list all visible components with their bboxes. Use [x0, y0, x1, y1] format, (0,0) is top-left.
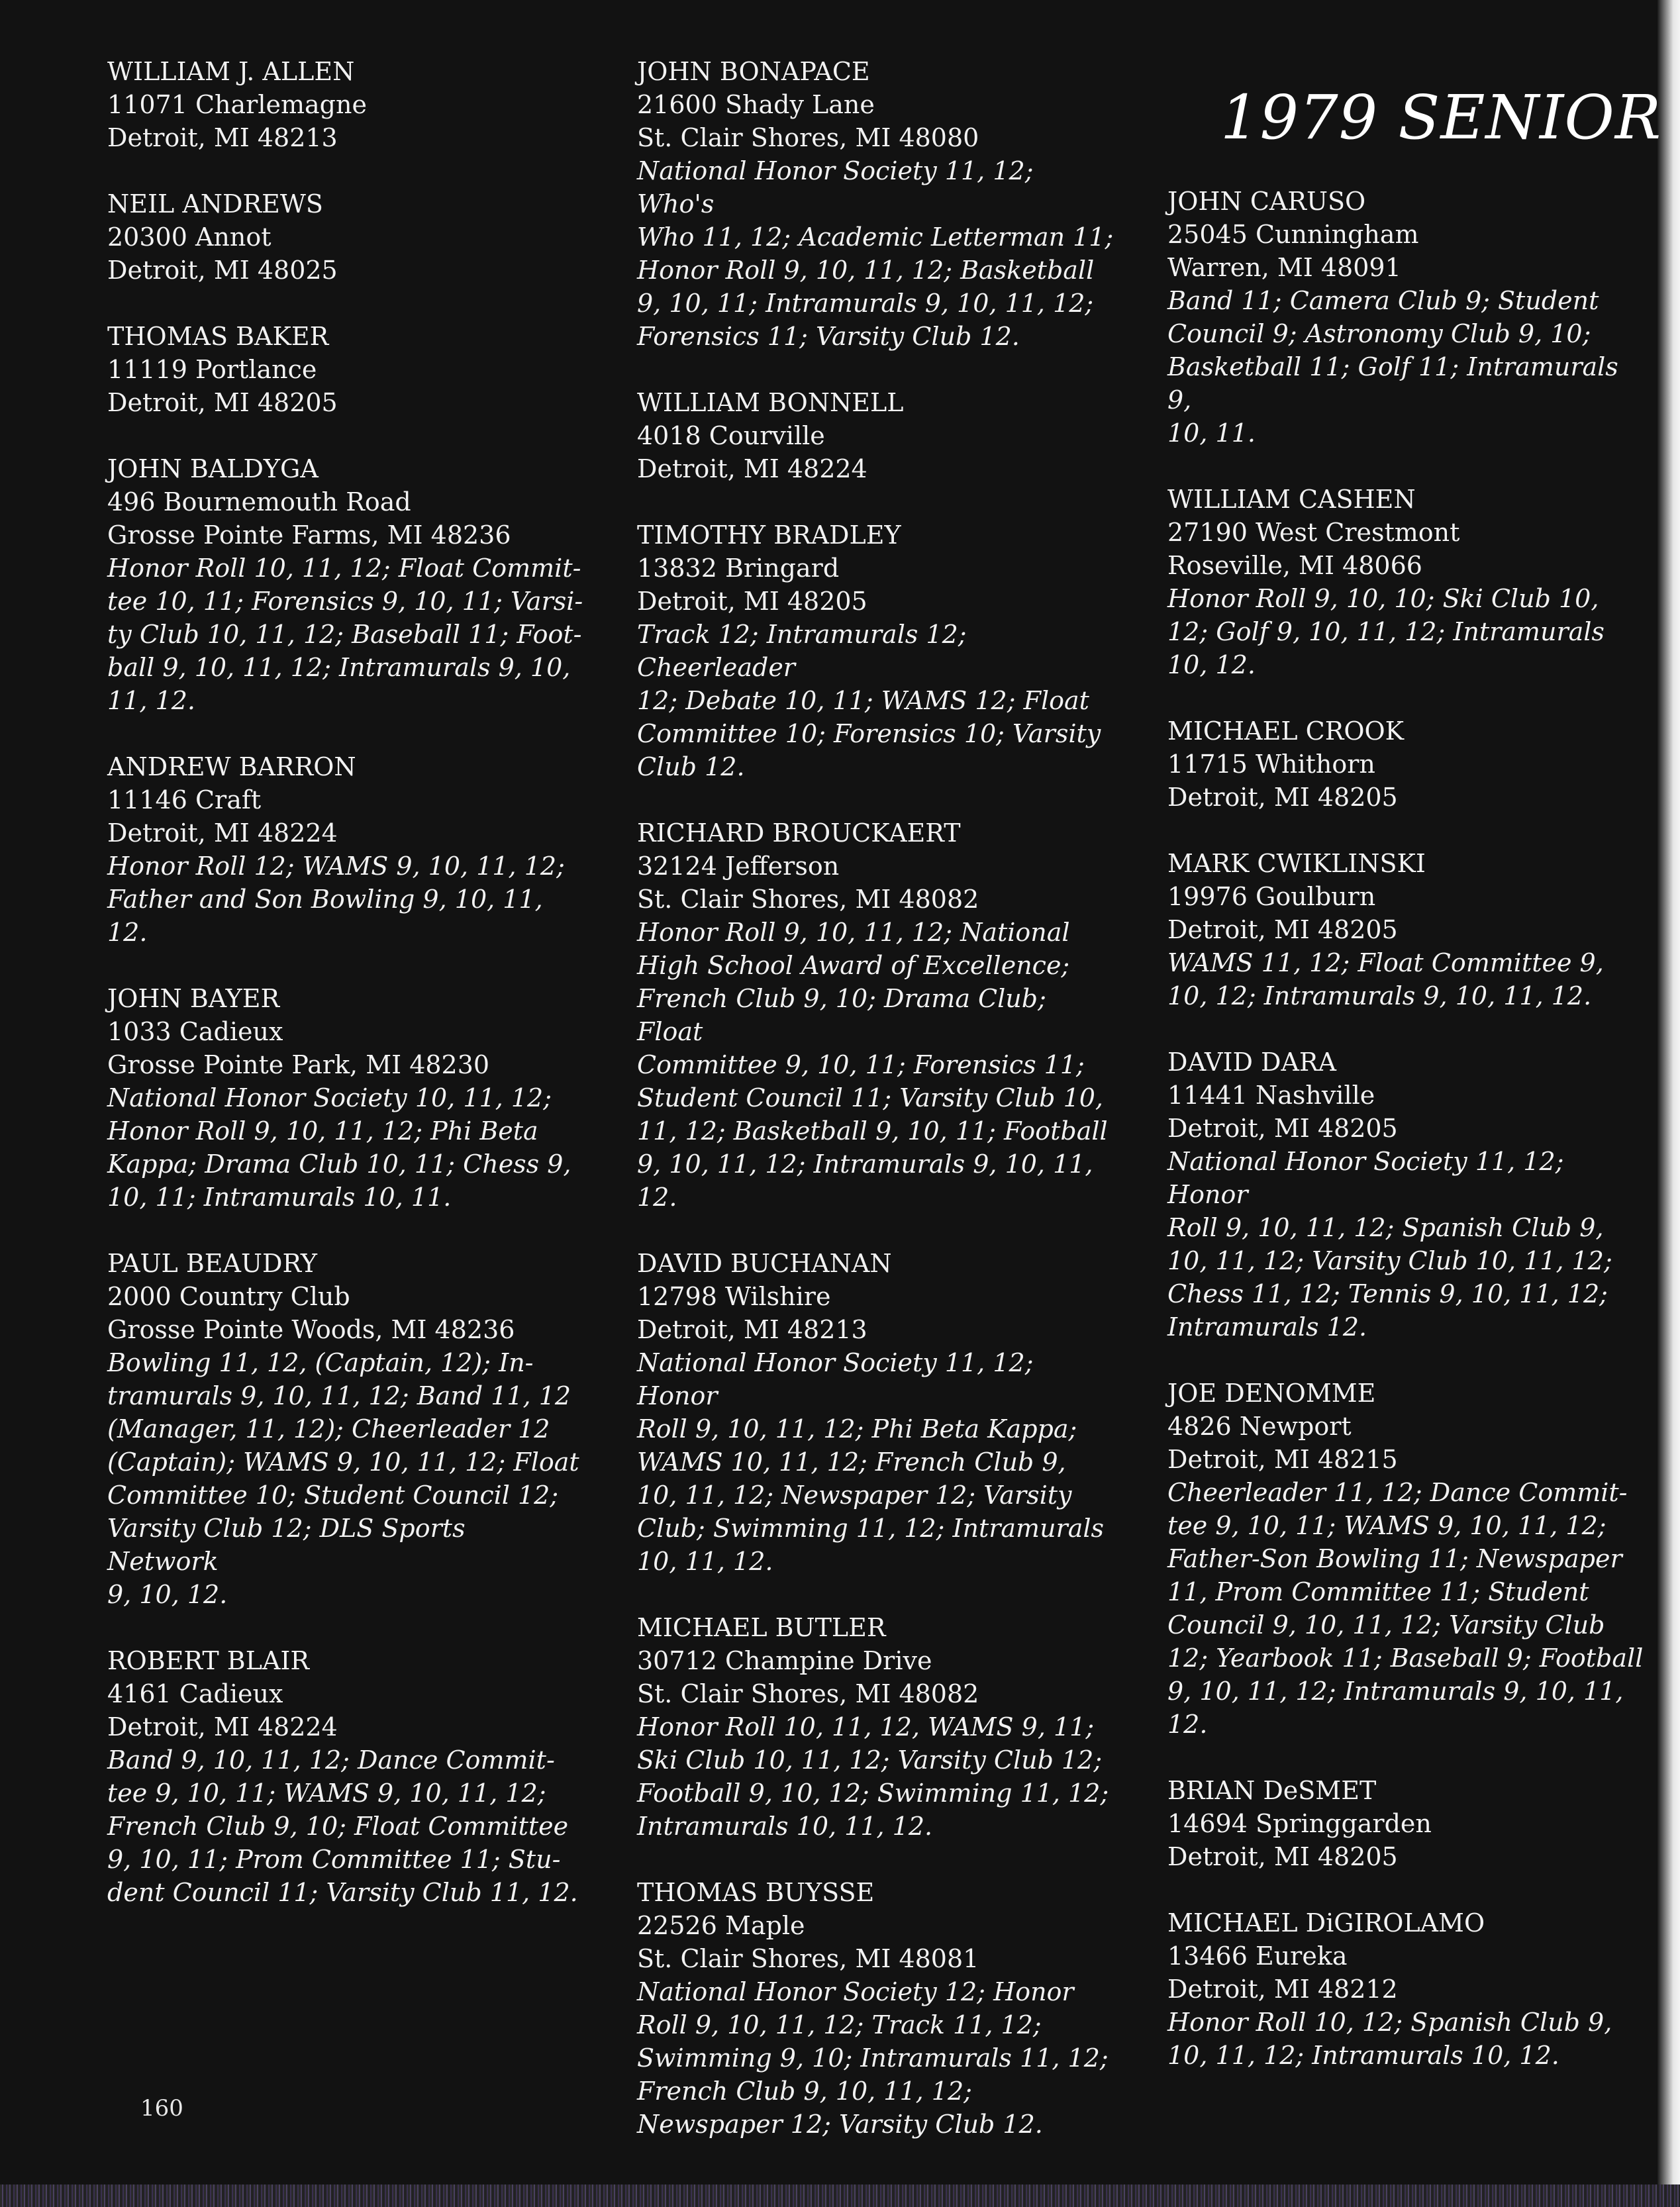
senior-name: MICHAEL BUTLER [637, 1613, 886, 1642]
senior-entry [637, 1611, 1114, 1843]
street-address: 11441 Nashville [1167, 1081, 1375, 1110]
street-address: 11146 Craft [107, 785, 262, 814]
senior-name: PAUL BEAUDRY [107, 1249, 317, 1278]
city-state-zip: Detroit, MI 48205 [1167, 1842, 1398, 1871]
senior-entry [107, 1644, 584, 1909]
senior-entry [637, 1247, 1114, 1578]
street-address: 2000 Country Club [107, 1282, 350, 1311]
street-address: 13466 Eureka [1167, 1941, 1348, 1971]
street-address: 4161 Cadieux [107, 1679, 283, 1708]
city-state-zip: St. Clair Shores, MI 48082 [637, 1679, 979, 1708]
city-state-zip: Detroit, MI 48205 [1167, 1114, 1398, 1143]
directory-column-2 [637, 55, 1114, 2174]
activities-list: National Honor Society 12; Honor Roll 9, 10, 11, 12; Track 11, 12; Swimming 9, 10; Intramurals 11, 12; French Club 9, 10, 11, 12; Newspaper 12; Varsity Club 12. [637, 1977, 1109, 2139]
street-address: 496 Bournemouth Road [107, 487, 411, 516]
activities-list: Honor Roll 10, 11, 12, WAMS 9, 11; Ski Club 10, 11, 12; Varsity Club 12; Football 9, 10, 12; Swimming 11, 12; Intramurals 10, 11, 12. [637, 1712, 1109, 1841]
street-address: 11715 Whithorn [1167, 750, 1375, 779]
activities-list: Track 12; Intramurals 12; Cheerleader 12; Debate 10, 11; WAMS 12; Float Committee 10; Forensics 10; Varsity Club 12. [637, 620, 1101, 781]
activities-list: Bowling 11, 12, (Captain, 12); In- tramurals 9, 10, 11, 12; Band 11, 12 (Manager, 11, 12); Cheerleader 12 (Captain); WAMS 9, 10, 11, 12; Float Committee 10; Student Council 12; Varsity Club 12; DLS Sports Network 9, 10, 12. [107, 1348, 579, 1609]
city-state-zip: Grosse Pointe Woods, MI 48236 [107, 1315, 515, 1344]
senior-entry [107, 320, 584, 419]
street-address: 25045 Cunningham [1167, 220, 1419, 249]
city-state-zip: Detroit, MI 48224 [107, 1712, 338, 1741]
senior-name: DAVID DARA [1167, 1048, 1336, 1077]
street-address: 11071 Charlemagne [107, 90, 367, 119]
street-address: 27190 West Crestmont [1167, 518, 1460, 547]
senior-entry [1167, 1046, 1644, 1344]
directory-column-1 [107, 55, 584, 1942]
street-address: 4826 Newport [1167, 1412, 1352, 1441]
senior-entry [637, 386, 1114, 485]
senior-name: WILLIAM J. ALLEN [107, 57, 355, 86]
street-address: 30712 Champine Drive [637, 1646, 932, 1675]
street-address: 22526 Maple [637, 1911, 805, 1940]
city-state-zip: St. Clair Shores, MI 48082 [637, 885, 979, 914]
city-state-zip: Detroit, MI 48213 [637, 1315, 867, 1344]
activities-list: Honor Roll 9, 10, 11, 12; National High School Award of Excellence; French Club 9, 10; Drama Club; Float Committee 9, 10, 11; Forensics 11; Student Council 11; Varsity Club 10, 11, 12; Basketball 9, 10, 11; Football 9, 10, 11, 12; Intramurals 9, 10, 11, 12. [637, 918, 1108, 1212]
city-state-zip: St. Clair Shores, MI 48081 [637, 1944, 979, 1973]
senior-name: DAVID BUCHANAN [637, 1249, 892, 1278]
senior-entry [107, 750, 584, 949]
senior-name: NEIL ANDREWS [107, 189, 323, 219]
street-address: 1033 Cadieux [107, 1017, 283, 1046]
city-state-zip: Detroit, MI 48224 [107, 818, 338, 848]
senior-entry [1167, 1377, 1644, 1741]
senior-entry [107, 55, 584, 154]
senior-name: MARK CWIKLINSKI [1167, 849, 1426, 878]
activities-list: Honor Roll 12; WAMS 9, 10, 11, 12; Father and Son Bowling 9, 10, 11, 12. [107, 852, 565, 947]
senior-entry [107, 187, 584, 287]
city-state-zip: Warren, MI 48091 [1167, 253, 1401, 282]
senior-entry [1167, 1906, 1644, 2072]
city-state-zip: Detroit, MI 48205 [1167, 915, 1398, 944]
senior-entry [1167, 847, 1644, 1012]
senior-name: ANDREW BARRON [107, 752, 356, 781]
city-state-zip: Detroit, MI 48205 [1167, 783, 1398, 812]
scan-bottom-edge [0, 2184, 1680, 2207]
senior-name: JOHN BONAPACE [637, 57, 870, 86]
street-address: 12798 Wilshire [637, 1282, 831, 1311]
senior-entry [1167, 185, 1644, 450]
senior-entry [637, 816, 1114, 1214]
city-state-zip: Detroit, MI 48215 [1167, 1445, 1398, 1474]
senior-name: ROBERT BLAIR [107, 1646, 310, 1675]
street-address: 14694 Springgarden [1167, 1809, 1432, 1838]
activities-list: Band 9, 10, 11, 12; Dance Commit- tee 9, 10, 11; WAMS 9, 10, 11, 12; French Club 9, 10; Float Committee 9, 10, 11; Prom Committee 11; Stu- dent Council 11; Varsity Club 11, 12. [107, 1745, 578, 1907]
page-number: 160 [140, 2095, 183, 2122]
page-title: 1979 SENIOR [1220, 81, 1662, 153]
senior-entry [107, 1247, 584, 1611]
street-address: 20300 Annot [107, 222, 272, 252]
activities-list: Cheerleader 11, 12; Dance Commit- tee 9, 10, 11; WAMS 9, 10, 11, 12; Father-Son Bowling 11; Newspaper 11, Prom Committee 11; Student Council 9, 10, 11, 12; Varsity Club 12; Yearbook 11; Baseball 9; Football 9, 10, 11, 12; Intramurals 9, 10, 11, 12. [1167, 1478, 1644, 1739]
senior-name: JOE DENOMME [1167, 1379, 1376, 1408]
city-state-zip: Grosse Pointe Farms, MI 48236 [107, 520, 511, 550]
activities-list: Honor Roll 10, 11, 12; Float Commit- tee 10, 11; Forensics 9, 10, 11; Varsi- ty Club 10, 11, 12; Baseball 11; Foot- ball 9, 10, 11, 12; Intramurals 9, 10, 11, 12. [107, 554, 583, 715]
street-address: 32124 Jefferson [637, 852, 840, 881]
street-address: 13832 Bringard [637, 554, 840, 583]
activities-list: Honor Roll 9, 10, 10; Ski Club 10, 12; Golf 9, 10, 11, 12; Intramurals 10, 12. [1167, 584, 1605, 679]
senior-entry [1167, 714, 1644, 814]
senior-name: MICHAEL DiGIROLAMO [1167, 1908, 1485, 1937]
city-state-zip: Detroit, MI 48025 [107, 256, 338, 285]
senior-name: THOMAS BUYSSE [637, 1878, 875, 1907]
senior-entry [637, 55, 1114, 353]
page-edge [1657, 0, 1680, 2207]
city-state-zip: Detroit, MI 48212 [1167, 1975, 1398, 2004]
activities-list: National Honor Society 11, 12; Honor Roll 9, 10, 11, 12; Phi Beta Kappa; WAMS 10, 11, 12; French Club 9, 10, 11, 12; Newspaper 12; Varsity Club; Swimming 11, 12; Intramurals 10, 11, 12. [637, 1348, 1105, 1576]
senior-entry [1167, 1774, 1644, 1873]
senior-name: BRIAN DeSMET [1167, 1776, 1377, 1805]
senior-name: MICHAEL CROOK [1167, 716, 1405, 746]
senior-name: JOHN BALDYGA [107, 454, 319, 483]
street-address: 21600 Shady Lane [637, 90, 875, 119]
directory-column-3 [1167, 185, 1644, 2105]
activities-list: Honor Roll 10, 12; Spanish Club 9, 10, 11, 12; Intramurals 10, 12. [1167, 2008, 1612, 2070]
senior-name: WILLIAM CASHEN [1167, 485, 1416, 514]
activities-list: WAMS 11, 12; Float Committee 9, 10, 12; Intramurals 9, 10, 11, 12. [1167, 948, 1604, 1010]
senior-entry [107, 982, 584, 1214]
street-address: 4018 Courville [637, 421, 825, 450]
city-state-zip: Roseville, MI 48066 [1167, 551, 1422, 580]
senior-entry [637, 518, 1114, 783]
activities-list: National Honor Society 10, 11, 12; Honor Roll 9, 10, 11, 12; Phi Beta Kappa; Drama Club 10, 11; Chess 9, 10, 11; Intramurals 10, 11. [107, 1083, 571, 1212]
senior-name: JOHN BAYER [107, 984, 280, 1013]
street-address: 19976 Goulburn [1167, 882, 1376, 911]
city-state-zip: Detroit, MI 48205 [637, 587, 867, 616]
city-state-zip: St. Clair Shores, MI 48080 [637, 123, 979, 152]
activities-list: National Honor Society 11, 12; Honor Roll 9, 10, 11, 12; Spanish Club 9, 10, 11, 12; Varsity Club 10, 11, 12; Chess 11, 12; Tennis 9, 10, 11, 12; Intramurals 12. [1167, 1147, 1612, 1342]
city-state-zip: Detroit, MI 48224 [637, 454, 867, 483]
senior-entry [1167, 483, 1644, 681]
senior-name: RICHARD BROUCKAERT [637, 818, 961, 848]
senior-entry [107, 452, 584, 717]
street-address: 11119 Portlance [107, 355, 317, 384]
activities-list: National Honor Society 11, 12; Who's Who 11, 12; Academic Letterman 11; Honor Roll 9, 10, 11, 12; Basketball 9, 10, 11; Intramurals 9, 10, 11, 12; Forensics 11; Varsity Club 12. [637, 156, 1114, 351]
city-state-zip: Grosse Pointe Park, MI 48230 [107, 1050, 490, 1079]
senior-name: THOMAS BAKER [107, 322, 329, 351]
senior-entry [637, 1876, 1114, 2141]
city-state-zip: Detroit, MI 48205 [107, 388, 338, 417]
senior-name: WILLIAM BONNELL [637, 388, 904, 417]
senior-name: TIMOTHY BRADLEY [637, 520, 901, 550]
senior-name: JOHN CARUSO [1167, 187, 1366, 216]
activities-list: Band 11; Camera Club 9; Student Council 9; Astronomy Club 9, 10; Basketball 11; Golf 11; Intramurals 9, 10, 11. [1167, 286, 1618, 448]
city-state-zip: Detroit, MI 48213 [107, 123, 338, 152]
